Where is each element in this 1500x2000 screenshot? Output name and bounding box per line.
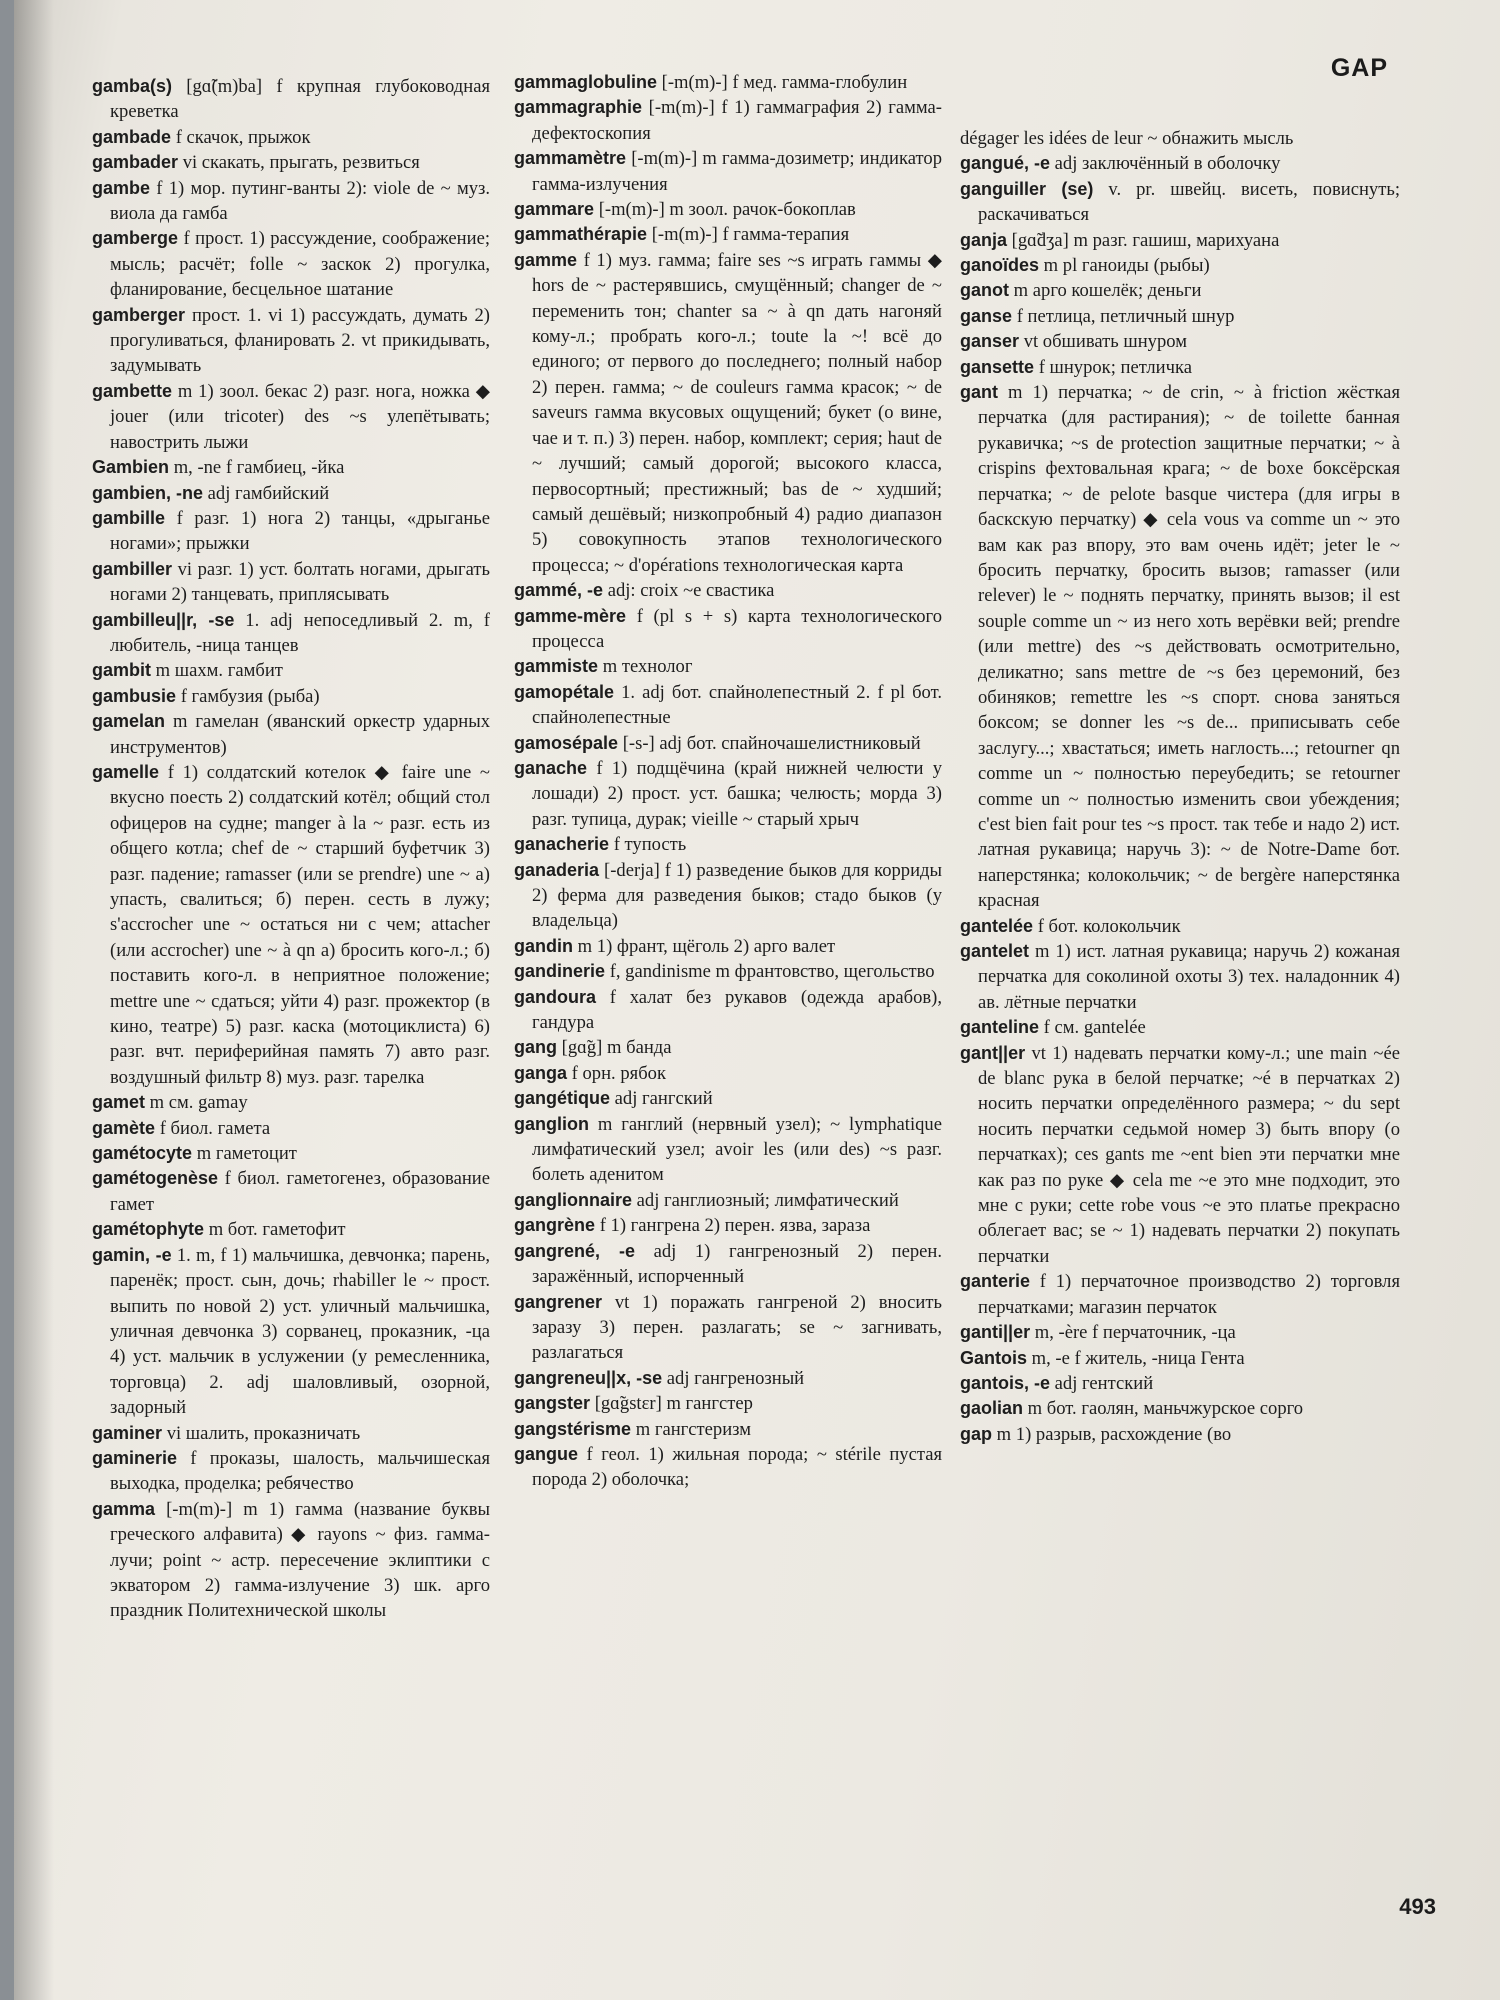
entry-definition: adj 1) гангренозный 2) перен. заражённый, испорченный [532,1240,942,1288]
entry-definition: m бот. гаметофит [208,1219,346,1241]
entry-headword: ganti||er [960,1322,1031,1343]
entry-definition: m гаметоцит [196,1143,297,1165]
entry-definition: f прост. 1) рассуждение, соображение; мысль; расчёт; folle ~ заскок 2) прогулка, фланирование, бесцельное шатание [110,228,490,301]
entry-headword: gamme-mère [514,605,627,626]
entry-headword: gamet [92,1092,146,1113]
entry-headword: gangrené, -e [514,1240,635,1261]
dictionary-entry [514,832,942,857]
entry-definition: [gɑ̃(m)ba] f крупная глубоководная креветка [110,76,490,123]
entry-definition: vi шалить, проказничать [166,1422,361,1444]
entry-headword: gamberge [92,228,179,249]
dictionary-entry [92,557,490,608]
entry-headword: gantelée [960,915,1034,936]
dictionary-entry [92,684,490,709]
entry-headword: gambade [92,126,172,147]
entry-definition: m см. gamay [149,1092,248,1114]
entry-headword: ganot [960,280,1009,301]
dictionary-entry [960,1371,1400,1396]
entry-definition: m 1) перчатка; ~ de crin, ~ à friction жёсткая перчатка (для растирания); ~ de toilette банная рукавичка; ~s de protection защитные перчатки; ~ à crispins фехтовальная крага; ~ de boxe боксёрская перчатка; ~ de pelote basque чистера (для игры в баскскую перчатку) ◆ cela vous va comme un ~ это вам как раз впору, это вам очень идёт; jeter le ~ бросить перчатку, бросить вызов; ramasser (или relever) le ~ поднять перчатку, принять вызов; il est souple comme un ~ из него хоть верёвки вей; prendre (или mettre) des ~s действовать осмотрительно, деликатно; sans mettre de ~s без церемоний, без обиняков; remettre les ~s спорт. снова заняться боксом; se donner les ~s de... приписывать себе заслугу...; хвастаться; иметь наглость...; retourner qn comme un ~ полностью переубедить; se retourner comme un ~ полностью изменить свои убеждения; c'est bien fait pour tes ~s прост. так тебе и надо 2) ист. латная рукавица; наручь 3): ~ de Notre-Dame бот. наперстянка; колокольчик; ~ de bergère наперстянка красная [978,382,1400,912]
entry-definition: [-m(m)-] f 1) гаммаграфия 2) гамма-дефектоскопия [532,97,942,144]
entry-headword: gammé, -e [514,580,604,601]
dictionary-entry [514,604,942,655]
entry-definition: f шнурок; петличка [1038,356,1192,378]
entry-definition: [-m(m)-] f мед. гамма-глобулин [661,72,908,93]
entry-definition: m технолог [602,656,693,678]
dictionary-entry [514,1391,942,1416]
dictionary-entry [960,228,1400,253]
dictionary-entry [514,70,942,95]
entry-headword: gamma [92,1498,156,1519]
entry-definition: f орн. рябок [571,1062,666,1084]
dictionary-entry [92,1217,490,1242]
entry-headword: gamète [92,1117,156,1138]
entry-headword: gamba(s) [92,76,173,96]
entry-headword: ganterie [960,1271,1031,1292]
entry-headword: gangrener [514,1291,603,1312]
entry-definition: m гамелан (яванский оркестр ударных инструментов) [110,711,491,758]
entry-definition: m 1) франт, щёголь 2) арго валет [577,935,836,957]
entry-headword: gamosépale [514,732,619,753]
dictionary-entry [92,150,490,175]
dictionary-entry [514,731,942,756]
entry-definition: 1. adj непоседливый 2. m, f любитель, -ница танцев [110,609,490,656]
dictionary-entry [960,1320,1400,1345]
entry-headword: gamelan [92,711,166,732]
dictionary-entry [92,125,490,150]
dictionary-entry [514,680,942,731]
dictionary-entry [960,1396,1400,1421]
entry-headword: gaolian [960,1398,1024,1419]
dictionary-entry [960,939,1400,1015]
dictionary-entry [960,1269,1400,1320]
entry-definition: adj гамбийский [207,482,330,504]
entry-definition: m 1) ист. латная рукавица; наручь 2) кожаная перчатка для соколиной охоты 3) тех. наладонник 4) ав. лётные перчатки [978,941,1400,1013]
entry-headword: gamberger [92,304,186,325]
dictionary-column-3 [960,126,1400,1447]
entry-definition: [-m(m)-] m гамма-дозиметр; индикатор гамма-излучения [532,148,942,195]
entry-headword: gammamètre [514,148,627,169]
entry-definition: f 1) солдатский котелок ◆ faire une ~ вкусно поесть 2) солдатский котёл; общий стол офицеров на судне; manger à la ~ разг. есть из общего котла; chef de ~ старший буфетчик 3) разг. падение; ramasser (или se prendre) une ~ а) упасть, свалиться; б) перен. сесть в лужу; s'accrocher une ~ остаться ни с чем; attacher (или accrocher) une ~ à qn а) бросить кого-л.; б) поставить кого-л. в неприятное положение; mettre une ~ сдаться; уйти 4) разг. прожектор (в кино, театре) 5) разг. каска (мотоциклиста) 6) разг. вчт. периферийная память 7) авто разг. воздушный фильтр 8) муз. разг. тарелка [110,761,490,1088]
entry-definition: f 1) перчаточное производство 2) торговля перчатками; магазин перчаток [978,1271,1401,1318]
entry-definition: adj заключённый в оболочку [1054,153,1281,175]
dictionary-entry [960,1041,1400,1270]
entry-definition: 1. m, f 1) мальчишка, девчонка; парень, паренёк; прост. сын, дочь; rhabiller le ~ прост. выпить по новой 2) уст. уличный мальчишка, уличная девчонка 3) сорванец, проказник, -ца 4) уст. мальчик в услужении (у ремесленника, торговца) 2. adj шаловливый, озорной, задорный [110,1244,490,1419]
entry-headword: gant||er [960,1042,1026,1063]
entry-definition: adj ганглиозный; лимфатический [636,1189,899,1211]
entry-definition: vt 1) поражать гангреной 2) вносить заразу 3) перен. разлагать; se ~ загнивать, разлагаться [532,1291,942,1364]
entry-headword: gangster [514,1393,591,1414]
entry-definition: f биол. гаметогенез, образование гамет [110,1168,490,1215]
entry-headword: gap [960,1423,993,1444]
entry-headword: gambiller [92,558,173,579]
dictionary-entry [92,303,490,379]
dictionary-entry [92,1166,490,1217]
entry-headword: gangstérisme [514,1418,632,1439]
entry-headword: ganja [960,229,1008,250]
dictionary-entry [92,379,490,455]
dictionary-entry [514,1442,942,1493]
dictionary-entry [514,1290,942,1366]
entry-headword: gammare [514,199,595,220]
entry-definition: f халат без рукавов (одежда арабов), гандура [532,986,943,1034]
entry-headword: gambusie [92,685,177,706]
dictionary-entry [960,1015,1400,1040]
dictionary-entry [92,1141,490,1166]
dictionary-entry [514,1239,942,1290]
entry-definition: m гангстеризм [635,1418,751,1440]
dictionary-entry [514,1366,942,1391]
entry-headword: gambe [92,177,151,198]
entry-definition: f (pl s + s) карта технологического процесса [532,605,942,652]
entry-definition: m, -ère f перчаточник, -ца [1034,1322,1236,1344]
entry-definition: m, -e f житель, -ница Гента [1031,1347,1245,1369]
entry-definition: vt 1) надевать перчатки кому-л.; une main ~ée de blanc рука в белой перчатке; ~é в перчатках 2) носить перчатки определённого размера; ~ du sept носить перчатки седьмой номер 3) быть впору (о перчатках); ces gants me ~ent bien эти перчатки мне как раз по руке ◆ cela me ~e это мне подходит, это мне с руки; cette robe vous ~e это платье прекрасно облегает вас; se ~ 1) надевать перчатки 2) покупать перчатки [978,1042,1400,1267]
entry-definition: f геол. 1) жильная порода; ~ stérile пустая порода 2) оболочка; [532,1443,942,1491]
dictionary-column-1 [92,74,490,1624]
entry-definition: f гамбузия (рыба) [180,685,320,707]
entry-headword: gant [960,382,998,403]
entry-definition: m pl ганоиды (рыбы) [1043,255,1210,277]
entry-definition: [-m(m)-] f гамма-терапия [651,224,850,246]
entry-headword: ganse [960,305,1013,326]
entry-definition: m шахм. гамбит [155,660,283,682]
dictionary-entry [960,253,1400,278]
dictionary-entry [514,985,942,1036]
entry-definition: [-s-] adj бот. спайночашелистниковый [622,732,921,754]
entry-headword: ganacherie [514,834,610,855]
entry-headword: ganoïdes [960,255,1040,276]
dictionary-entry [514,578,942,603]
entry-headword: ganser [960,331,1020,352]
dictionary-entry [960,304,1400,329]
dictionary-entry [960,355,1400,380]
dictionary-entry [514,756,942,832]
dictionary-entry [92,658,490,683]
dictionary-entry [514,858,942,934]
entry-definition: f см. gantelée [1043,1017,1146,1039]
entry-definition: f петлица, петличный шнур [1016,305,1235,327]
dictionary-entry [960,278,1400,303]
dictionary-entry [514,1188,942,1213]
entry-definition: f 1) подщёчина (край нижней челюсти у лошади) 2) прост. уст. башка; челюсть; морда 3) разг. тупица, дурак; vieille ~ старый хрыч [532,757,942,830]
dictionary-entry [92,709,490,760]
page-number: 493 [1399,1894,1436,1919]
dictionary-entry [92,1421,490,1446]
dictionary-entry [92,1090,490,1115]
entry-headword: ganguiller (se) [960,178,1094,199]
entry-definition: vt обшивать шнуром [1023,331,1187,353]
dictionary-page [14,0,1500,2000]
entry-definition: adj гангский [614,1088,713,1110]
entry-headword: gamétogenèse [92,1168,219,1189]
entry-headword: ganglion [514,1113,589,1134]
dictionary-entry [92,608,490,659]
entry-headword: gandin [514,935,573,956]
dictionary-column-2 [514,70,942,1493]
dictionary-entry [514,1112,942,1188]
entry-definition: adj гентский [1054,1372,1154,1394]
entry-definition: adj гангренозный [666,1367,805,1389]
dictionary-entry [92,760,490,1090]
dictionary-entry [514,654,942,679]
dictionary-entry [92,455,490,480]
dictionary-entry [92,74,490,125]
dictionary-entry [960,1422,1400,1447]
entry-headword: gammiste [514,656,599,677]
dictionary-entry [514,146,942,197]
entry-headword: gangue [514,1443,579,1464]
entry-headword: gambader [92,152,179,173]
entry-headword: gammathérapie [514,224,648,245]
entry-definition: f разг. 1) нога 2) танцы, «дрыганье ногами»; прыжки [110,507,491,555]
entry-headword: gantois, -e [960,1372,1051,1393]
book-spine-shadow [14,0,54,2000]
entry-definition: f бот. колокольчик [1037,915,1181,937]
entry-definition: adj: croix ~e свастика [607,580,775,602]
entry-headword: gamétophyte [92,1219,205,1240]
entry-definition: f, gandinisme m франтовство, щегольство [609,961,935,983]
entry-headword: ganaderia [514,859,600,880]
dictionary-entry [514,95,942,146]
entry-definition: m ганглий (нервный узел); ~ lymphatique лимфатический узел; avoir les (или des) ~s разг. болеть аденитом [532,1113,942,1186]
dictionary-entry [514,197,942,222]
entry-headword: gambette [92,380,173,401]
entry-definition: 1. adj бот. спайнолепестный 2. f pl бот. спайнолепестные [532,681,942,729]
dictionary-entry [92,1243,490,1421]
dictionary-entry [960,329,1400,354]
entry-headword: gantelet [960,941,1030,961]
entry-definition: vi разг. 1) уст. болтать ногами, дрыгать ногами 2) танцевать, приплясывать [110,558,490,606]
running-head: GAP [1330,54,1388,82]
entry-headword: Gambien [92,457,170,478]
entry-definition: v. pr. швейц. висеть, повиснуть; раскачиваться [978,178,1400,226]
entry-headword: Gantois [960,1347,1028,1368]
dictionary-entry [92,1497,490,1624]
dictionary-entry [514,248,942,578]
dictionary-entry [960,1346,1400,1371]
entry-headword: gangué, -e [960,153,1051,174]
entry-definition: vi скакать, прыгать, резвиться [182,152,420,174]
entry-headword: gamin, -e [92,1244,172,1265]
dictionary-entry [514,1061,942,1086]
dictionary-entry [92,506,490,557]
dictionary-entry [960,380,1400,914]
entry-headword: gambilleu||r, -se [92,609,235,630]
dictionary-entry [92,481,490,506]
entry-headword: gammaglobuline [514,72,658,92]
dictionary-entry [514,1417,942,1442]
entry-headword: gamelle [92,761,160,782]
entry-headword: gangrène [514,1215,596,1236]
entry-definition: [-derja] f 1) разведение быков для корриды 2) ферма для разведения быков; стадо быков (у владельца) [532,859,942,932]
dictionary-entry [514,222,942,247]
entry-headword: gandoura [514,986,597,1007]
entry-headword: gandinerie [514,961,606,982]
dictionary-entry [92,1116,490,1141]
entry-headword: gangreneu||x, -se [514,1367,663,1388]
entry-definition: f биол. гамета [159,1117,271,1139]
dictionary-entry [92,176,490,227]
dictionary-entry [92,226,490,302]
entry-headword: ganglionnaire [514,1189,633,1210]
entry-headword: ganache [514,757,588,778]
entry-headword: gaminerie [92,1447,178,1468]
entry-headword: gambille [92,507,166,528]
entry-definition: [gɑ̃gstɛr] m гангстер [594,1393,753,1415]
entry-headword: gambien, -ne [92,482,204,503]
entry-headword: ganga [514,1062,568,1083]
entry-headword: gaminer [92,1422,163,1443]
entry-headword: gangétique [514,1088,611,1109]
dictionary-entry [514,1035,942,1060]
entry-definition: f 1) гангрена 2) перен. язва, зараза [599,1215,871,1237]
dictionary-entry [514,959,942,984]
entry-definition: f 1) мор. путинг-ванты 2): viole de ~ муз. виола да гамба [110,177,490,225]
entry-headword: ganteline [960,1017,1040,1038]
entry-definition: прост. 1. vi 1) рассуждать, думать 2) прогуливаться, фланировать 2. vt прикидывать, задумывать [110,304,490,377]
entry-headword: gansette [960,356,1035,377]
dictionary-entry [960,126,1400,151]
entry-definition: m арго кошелёк; деньги [1013,280,1202,302]
entry-headword: gamopétale [514,681,615,702]
dictionary-entry [514,1086,942,1111]
entry-definition: f 1) муз. гамма; faire ses ~s играть гаммы ◆ hors de ~ растерявшись, смущённый; changer de ~ переменить тон; chanter sa ~ à qn дать нагоняй кому-л.; пробрать кого-л.; toute la ~! всё до единого; от первого до последнего; полный набор 2) перен. гамма; ~ de couleurs гамма красок; ~ de saveurs гамма вкусовых ощущений; букет (о вине, чае и т. п.) 3) перен. набор, комплект; серия; haut de ~ лучший; самый дорогой; высокого класса, первосортный; престижный; bas de ~ худший; самый дешёвый; низкопробный 4) радио диапазон 5) совокупность этапов технологического процесса; ~ d'opérations технологическая карта [532,249,942,576]
entry-definition: [-m(m)-] m зоол. рачок-бокоплав [598,199,856,221]
dictionary-entry [514,1213,942,1238]
entry-headword: gammagraphie [514,97,643,118]
dictionary-entry [960,177,1400,228]
entry-definition: dégager les idées de leur ~ обнажить мысль [960,128,1294,149]
dictionary-entry [514,934,942,959]
entry-definition: m 1) зоол. бекас 2) разг. нога, ножка ◆ jouer (или tricoter) des ~s улепётывать; навострить лыжи [110,380,490,453]
dictionary-entry [960,914,1400,939]
entry-headword: gamétocyte [92,1143,193,1164]
entry-headword: gambit [92,660,152,681]
entry-definition: [gɑ̃dʒa] m разг. гашиш, марихуана [1011,229,1280,251]
entry-definition: f проказы, шалость, мальчишеская выходка, проделка; ребячество [110,1447,490,1495]
entry-headword: gang [514,1037,557,1058]
entry-definition: f скачок, прыжок [175,126,311,148]
entry-definition: m, -ne f гамбиец, -йка [173,457,345,479]
entry-definition: f тупость [613,834,687,856]
entry-definition: [-m(m)-] m 1) гамма (название буквы греческого алфавита) ◆ rayons ~ физ. гамма-лучи; point ~ астр. пересечение эклиптики с экватором 2) гамма-излучение 3) шк. арго праздник Политехнической школы [110,1498,490,1622]
entry-headword: gamme [514,249,578,270]
dictionary-entry [960,151,1400,176]
entry-definition: [gɑ̃g] m банда [561,1037,672,1059]
entry-definition: m бот. гаолян, маньчжурское сорго [1027,1398,1304,1420]
dictionary-entry [92,1446,490,1497]
entry-definition: m 1) разрыв, расхождение (во [996,1423,1232,1445]
